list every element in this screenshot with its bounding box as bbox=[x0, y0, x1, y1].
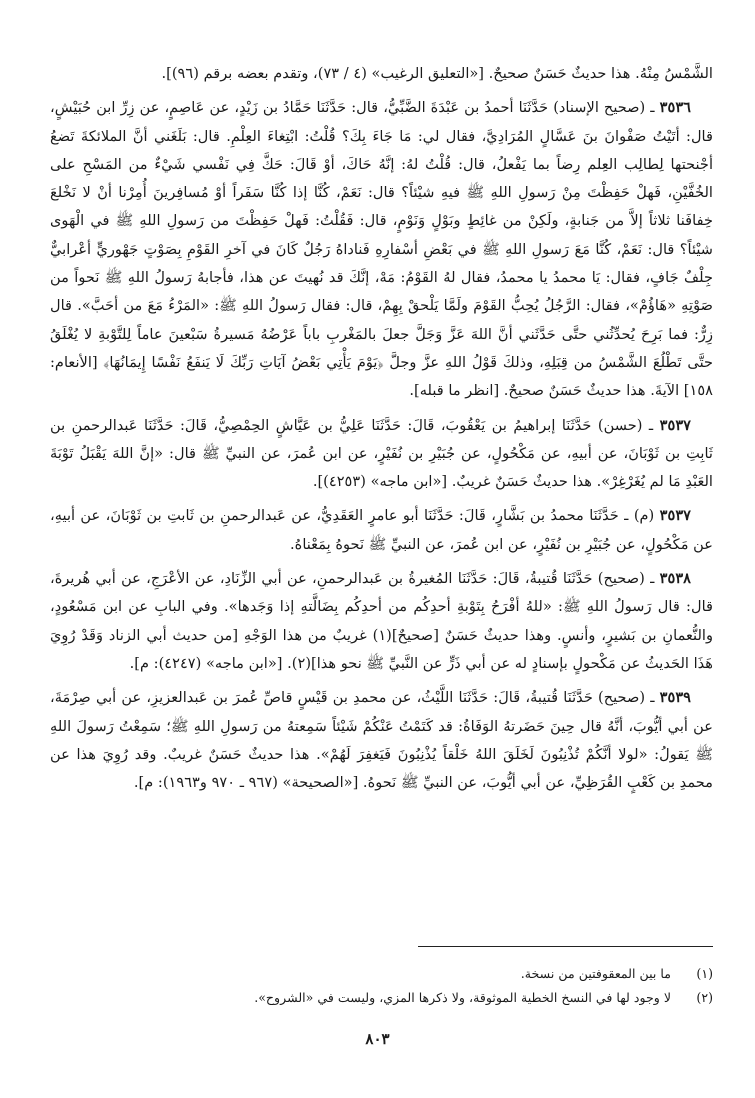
footnote-text: ما بين المعقوفتين من نسخة. bbox=[520, 966, 671, 981]
page-body bbox=[50, 60, 713, 797]
hadith-text: ـ (صحيح الإسناد) حَدَّثَنَا أحمدُ بن عَبْدَةَ الضَّبِّيُّ، قال: حَدَّثَنَا حَمَّادُ بن زَيْدٍ، عن عَاصِمٍ، عن زِرِّ ابن حُبَيْشٍ، قال: أتَيْتُ صَفْوانَ بنَ عَسَّالٍ المُرَادِيَّ، فقال لي: مَا جَاءَ بِكَ؟ قُلْتُ: ابْتِغاءَ العِلْمِ. قال: بَلَغَني أنَّ الملائكةَ تَضعُ أجْنحتها لِطالِب العِلم رِضاً بما يَفْعلُ، قال: قُلْتُ لهُ: إنَّهُ حَاكَ، أوْ قَالَ: حَكَّ فِي نَفْسي شَيْءٌ من المَسْحِ على الخُفَّيْنِ، فَهلْ حَفِظْتَ مِنْ رَسولِ اللهِ ﷺ فيهِ شيْئاً؟ قال: نَعَمْ، كُنَّا إذا كُنَّا سَفَراً أوْ مُسافِرينَ أُمِرْنا أنْ لا نَخْلعَ خِفافَنا ثلاثاً إلاَّ من جَنابةٍ، ولَكِنْ من غائِطٍ وبَوْلٍ وَنَوْمٍ، قال: فَقُلْتُ: فَهلْ حَفِظْتَ من رَسولِ اللهِ ﷺ في الْهَوى شيْئاً؟ قال: نَعَمْ، كُنَّا مَعَ رَسولِ اللهِ ﷺ في بَعْضِ أسْفارِهِ فَناداهُ رَجُلٌ كَانَ في آخرِ القَوْمِ بِصَوْتٍ جَهْوريٍّ أعْرابيٌّ جِلْفٌ جَافٍ، فقال: يَا محمدُ يا محمدُ، فقال لهُ القَوْمُ: مَهْ، إنَّكَ قد نُهيتَ عن هذا، فأجابهُ رَسولُ اللهِ ﷺ نَحواً من صَوْتِهِ «هَاؤُمْ»، فقال: الرَّجُلُ يُحِبُّ القَوْمَ ولَمَّا يَلْحقْ بِهِمْ، قال: فقال رَسولُ اللهِ ﷺ: «المَرْءُ مَعَ من أحَبَّ». قال زِرٌّ: فما بَرِحَ يُحدِّثُني حتَّى حَدَّثَني أنَّ اللهَ عَزَّ وَجَلَّ جعلَ بالمَغْربِ باباً عَرْضُهُ مَسيرةُ سَبْعينَ عاماً لِلتَّوْبةِ لا يُغْلَقُ حتَّى تَطْلُعَ الشَّمْسُ من قِبَلِهِ، وذلكَ قَوْلُ اللهِ عزَّ وجلَّ ﴿يَوْمَ يَأْتِي بَعْضُ آيَاتِ رَبِّكَ لَا يَنفَعُ نَفْسًا إِيمَانُهَا﴾ [الأنعام: ١٥٨] الآيةَ. هذا حديثٌ حَسَنٌ صحيحٌ. [انظر ما قبله]. bbox=[50, 99, 713, 400]
hadith-number: ٣٥٣٧ bbox=[659, 416, 691, 434]
hadith-3538 bbox=[50, 565, 713, 678]
hadith-number: ٣٥٣٩ bbox=[659, 689, 691, 707]
hadith-3536 bbox=[50, 94, 713, 405]
hadith-number: ٣٥٣٧ bbox=[659, 507, 691, 525]
paragraph-text: الشَّمْسُ مِنْهُ. هذا حديثٌ حَسَنٌ صحيحٌ. [«التعليق الرغيب» (٤ / ٧٣)، وتقدم بعضه برقم (٩٦)]. bbox=[161, 65, 713, 82]
hadith-text: ـ (صحيح) حَدَّثَنَا قُتيبةُ، قَالَ: حَدَّثَنَا المُغيرةُ بن عَبدالرحمنِ، عن أبي الزِّنَادِ، عن الأعْرَجِ، عن أبي هُريرةَ، قال: قال رَسولُ اللهِ ﷺ: «للهُ أفْرَحُ بِتَوْبةِ أحدِكُم من أحدِكُم بِضَالَّتهِ إذا وَجَدها». وفي البابِ عن ابن مَسْعُودٍ، والنُّعمانِ بن بَشيرٍ، وأنسٍ. وهذا حديثٌ حَسَنٌ [صحيحٌ](١) غريبٌ من هذا الوَجْهِ [من حديث أبي الزناد وَقَدْ رُوِيَ هَذَا الحَديثُ عن مَكْحولٍ بإسنادٍ له عن أبي ذَرٍّ عن النَّبيِّ ﷺ نحو هذا](٢). [«ابن ماجه» (٤٢٤٧): م]. bbox=[50, 570, 714, 672]
footnotes bbox=[60, 962, 713, 1010]
hadith-3537 bbox=[50, 412, 713, 497]
hadith-text: ـ (صحيح) حَدَّثَنَا قُتيبةُ، قَالَ: حَدَّثَنَا اللَّيْثُ، عن محمدِ بن قَيْسٍ قاصِّ عُمرَ بن عَبدالعزيزِ، عن أبي صِرْمَةَ، عن أبي أيُّوبَ، أنَّهُ قال حِينَ حَضَرتهُ الوَفَاةُ: قد كَتَمْتُ عَنْكُمْ شَيْئاً سَمِعتهُ من رَسولِ اللهِ ﷺ؛ سَمِعْتُ رَسولَ اللهِ ﷺ يَقولُ: «لولا أنَّكُمْ تُذْنِبُونَ لَخَلَقَ اللهُ خَلْقاً يُذْنِبُونَ فَيَغفِرَ لَهُمْ». هذا حديثٌ حَسَنٌ غريبٌ. وقد رُوِيَ هذا عن محمدِ بن كَعْبٍ القُرَظِيِّ، عن أبي أيُّوبَ، عن النبيِّ ﷺ نَحوهُ. [«الصحيحة» (٩٦٧ ـ ٩٧٠ و١٩٦٣): م]. bbox=[50, 689, 713, 792]
hadith-3537-m bbox=[50, 502, 713, 559]
hadith-number: ٣٥٣٨ bbox=[659, 570, 692, 588]
hadith-3539 bbox=[50, 684, 713, 797]
continuation-paragraph bbox=[50, 60, 713, 88]
footnote-number: (٢) bbox=[696, 990, 713, 1005]
footnote-divider bbox=[418, 946, 713, 947]
footnote-number: (١) bbox=[696, 966, 713, 981]
footnote-text: لا وجود لها في النسخ الخطية الموثوقة، ولا ذكرها المزي، وليست في «الشروح». bbox=[254, 990, 671, 1005]
hadith-text: (م) ـ حَدَّثَنَا محمدُ بن بَشَّارٍ، قَالَ: حَدَّثَنَا أبو عامرٍ العَقَدِيُّ، عن عَبدالرحمنِ بن ثَابتِ بن ثَوْبَانَ، عن أبيهِ، عن مَكْحُولٍ، عن جُبَيْرِ بن نُفَيْرٍ، عن ابن عُمرَ، عن النبيِّ ﷺ نَحوهُ بِمَعْناهُ. bbox=[50, 507, 713, 553]
footnote-2 bbox=[60, 986, 713, 1010]
hadith-text: ـ (حسن) حَدَّثَنَا إبراهيمُ بن يَعْقُوبَ، قَالَ: حَدَّثَنَا عَلِيُّ بن عَيَّاشٍ الحِمْصِيُّ، قَالَ: حَدَّثَنَا عَبدالرحمنِ بن ثَابِتِ بن ثَوْبَانَ، عن أبيهِ، عن مَكْحُولٍ، عن جُبَيْرِ بن نُفَيْرٍ، عن ابن عُمرَ، عن النبيِّ ﷺ قال: «إنَّ اللهَ يَقْبَلُ تَوْبَةَ العَبْدِ مَا لم يُغَرْغِرْ». هذا حديثٌ حَسَنٌ غريبٌ. [«ابن ماجه» (٤٢٥٣)]. bbox=[50, 416, 713, 491]
page-number: ٨٠٣ bbox=[365, 1030, 390, 1048]
hadith-number: ٣٥٣٦ bbox=[659, 99, 691, 117]
footnote-1 bbox=[60, 962, 713, 986]
